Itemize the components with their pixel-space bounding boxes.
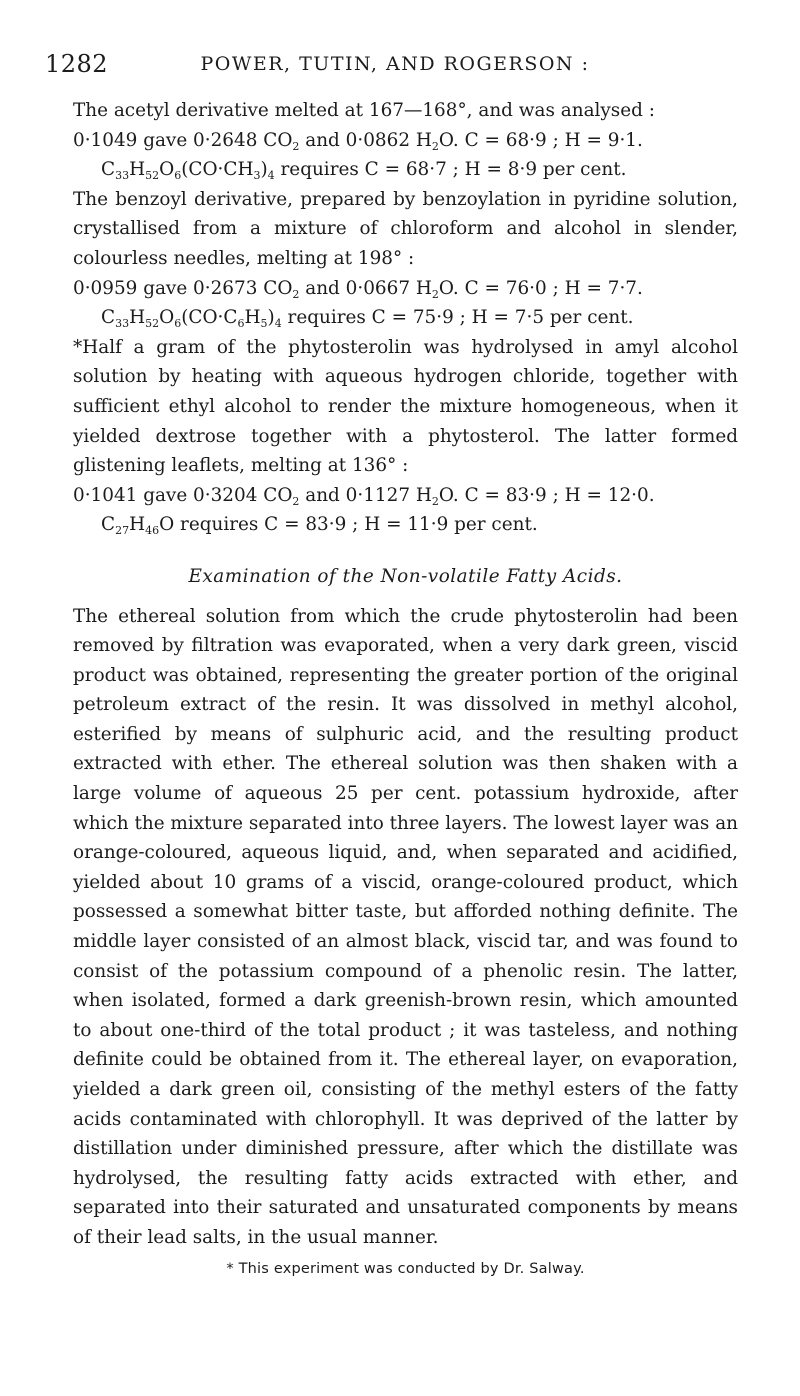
analysis-text: 0·1041 gave 0·3204 CO bbox=[73, 484, 293, 506]
subscript: 2 bbox=[431, 139, 439, 153]
subscript: 6 bbox=[174, 169, 182, 183]
subscript: 2 bbox=[292, 287, 300, 301]
hydrolysis-formula bbox=[73, 510, 738, 540]
subscript: 52 bbox=[145, 169, 160, 183]
formula-text: C bbox=[101, 514, 116, 536]
ethereal-text: The ethereal solution from which the crude phytosterolin had been removed by filtration was evaporated, when a very dark green, viscid product was obtained, representing the greater portion of the original petroleum extract of the resin. It was dissolved in methyl alcohol, esterified by means of sulphuric acid, and the resulting product extracted with ether. The ethereal solution was then shaken with a large volume of aqueous 25 per cent. potassium hydroxide, after which the mixture separated into three layers. The lowest layer was an orange-coloured, aqueous liquid, and, when separated and acidified, yielded about 10 grams of a viscid, orange-coloured product, which possessed a somewhat bitter taste, but afforded nothing definite. The middle layer consisted of an almost black, viscid tar, and was found to consist of the potassium compound of a phenolic resin. The latter, when isolated, formed a dark greenish-brown resin, which amounted to about one-third of the total product ; it was tasteless, and nothing definite could be obtained from it. The ethereal layer, on evaporation, yielded a dark green oil, consisting of the methyl esters of the fatty acids contaminated with chlorophyll. It was deprived of the latter by distillation under diminished pressure, after which the distillate was hydrolysed, the resulting fatty acids extracted with ether, and separated into their saturated and unsaturated components by means of their lead salts, in the usual manner. bbox=[73, 605, 738, 1248]
subscript: 5 bbox=[260, 317, 268, 331]
formula-text: C bbox=[101, 307, 116, 329]
hydrolysis-analysis bbox=[73, 481, 738, 511]
hydrolysis-paragraph bbox=[73, 333, 738, 481]
subscript: 46 bbox=[145, 524, 160, 538]
benzoyl-text: The benzoyl derivative, prepared by benzoylation in pyridine solution, crystallised from a mixture of chloroform and alcohol in slender, colourless needles, melting at 198° : bbox=[73, 188, 738, 269]
formula-text: H bbox=[129, 159, 146, 181]
subscript: 52 bbox=[145, 317, 160, 331]
formula-text: (CO·C bbox=[181, 307, 238, 329]
benzoyl-analysis bbox=[73, 274, 738, 304]
formula-text: O requires C = 83·9 ; H = 11·9 per cent. bbox=[159, 514, 538, 536]
formula-text: ) bbox=[260, 159, 268, 181]
formula-text: requires C = 68·7 ; H = 8·9 per cent. bbox=[274, 159, 627, 181]
page-header bbox=[45, 50, 745, 86]
analysis-text: and 0·0667 H bbox=[299, 277, 432, 299]
formula-text: C bbox=[101, 159, 116, 181]
formula-text: (CO·CH bbox=[181, 159, 254, 181]
analysis-text: and 0·0862 H bbox=[299, 129, 432, 151]
benzoyl-formula bbox=[73, 303, 738, 333]
acetyl-formula bbox=[73, 155, 738, 185]
analysis-text: and 0·1127 H bbox=[299, 484, 432, 506]
analysis-text: O. C = 76·0 ; H = 7·7. bbox=[438, 277, 643, 299]
acetyl-intro-text: The acetyl derivative melted at 167—168°, and was analysed : bbox=[73, 100, 655, 121]
footnote: * This experiment was conducted by Dr. Salway. bbox=[226, 1260, 585, 1277]
subscript: 2 bbox=[292, 139, 300, 153]
subscript: 3 bbox=[253, 169, 261, 183]
formula-text: H bbox=[129, 307, 146, 329]
subscript: 2 bbox=[292, 494, 300, 508]
formula-text: O bbox=[159, 307, 175, 329]
subscript: 2 bbox=[431, 287, 439, 301]
analysis-text: 0·1049 gave 0·2648 CO bbox=[73, 129, 293, 151]
analysis-text: O. C = 83·9 ; H = 12·0. bbox=[438, 484, 655, 506]
formula-text: ) bbox=[267, 307, 275, 329]
subscript: 27 bbox=[115, 524, 130, 538]
section-heading: Examination of the Non-volatile Fatty Acids. bbox=[188, 565, 623, 587]
acetyl-analysis bbox=[73, 126, 738, 156]
page-number: 1282 bbox=[45, 50, 109, 78]
subscript: 4 bbox=[274, 317, 282, 331]
formula-text: H bbox=[129, 514, 146, 536]
formula-text: H bbox=[244, 307, 261, 329]
page-body bbox=[73, 96, 738, 1299]
subscript: 6 bbox=[237, 317, 245, 331]
acetyl-paragraph bbox=[73, 96, 738, 126]
subscript: 33 bbox=[115, 317, 130, 331]
ethereal-paragraph bbox=[73, 602, 738, 1253]
running-title: POWER, TUTIN, AND ROGERSON : bbox=[200, 53, 590, 75]
formula-text: O bbox=[159, 159, 175, 181]
analysis-text: O. C = 68·9 ; H = 9·1. bbox=[438, 129, 643, 151]
analysis-text: 0·0959 gave 0·2673 CO bbox=[73, 277, 293, 299]
subscript: 6 bbox=[174, 317, 182, 331]
subscript: 2 bbox=[431, 494, 439, 508]
formula-text: requires C = 75·9 ; H = 7·5 per cent. bbox=[281, 307, 634, 329]
hydrolysis-text: *Half a gram of the phytosterolin was hydrolysed in amyl alcohol solution by heating with aqueous hydrogen chloride, together with sufficient ethyl alcohol to render the mixture homogeneous, when it yielded dextrose together with a phytosterol. The latter formed glistening leaflets, melting at 136° : bbox=[73, 336, 738, 477]
subscript: 33 bbox=[115, 169, 130, 183]
subscript: 4 bbox=[267, 169, 275, 183]
benzoyl-paragraph bbox=[73, 185, 738, 274]
